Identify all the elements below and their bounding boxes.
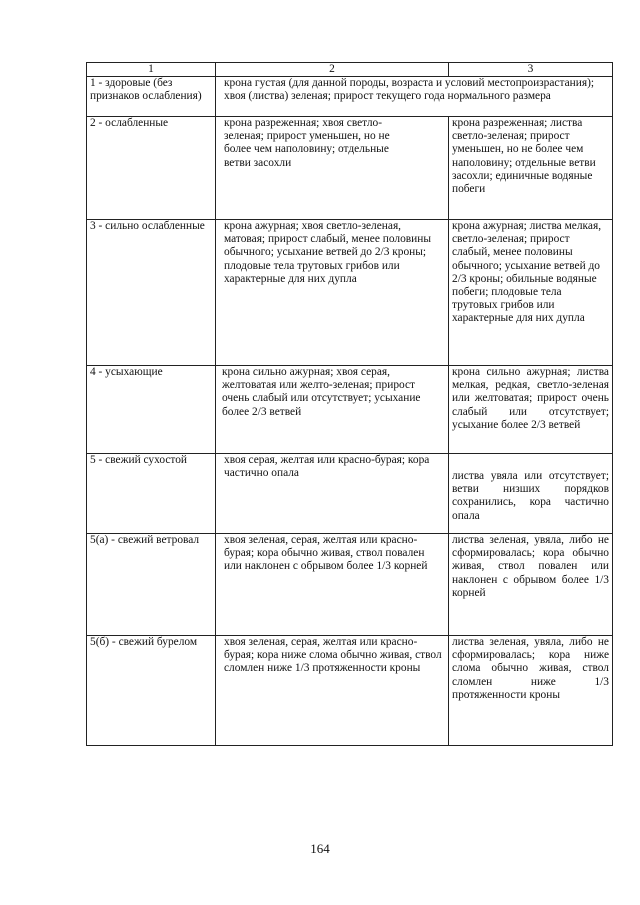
conifers-cell: крона ажурная; хвоя светло-зеленая, матовая; прирост слабый, менее половины обычного; усыхание ветвей до 2/3 кроны; плодовые тела трутовых грибов или характерные для них дупла	[216, 220, 449, 366]
category-cell: 5(а) - свежий ветровал	[87, 534, 216, 636]
description-cell-merged: крона густая (для данной породы, возраста и условий местопроизрастания); хвоя (листва) зеленая; прирост текущего года нормального размера	[216, 77, 613, 117]
deciduous-cell: листва увяла или отсутствует; ветви низших порядков сохранились, кора частично опала	[449, 454, 613, 534]
category-cell: 5 - свежий сухостой	[87, 454, 216, 534]
table-row	[87, 220, 613, 366]
table-header-row	[87, 63, 613, 77]
table-row	[87, 77, 613, 117]
column-header-2: 2	[216, 63, 449, 77]
table-row	[87, 366, 613, 454]
conifers-cell: крона сильно ажурная; хвоя серая, желтоватая или желто-зеленая; прирост очень слабый или отсутствует; усыхание более 2/3 ветвей	[216, 366, 449, 454]
category-cell: 5(б) - свежий бурелом	[87, 636, 216, 746]
category-cell: 3 - сильно ослабленные	[87, 220, 216, 366]
table-row	[87, 454, 613, 534]
conifers-cell: хвоя зеленая, серая, желтая или красно-бурая; кора ниже слома обычно живая, ствол сломлен ниже 1/3 протяженности кроны	[216, 636, 449, 746]
table-row	[87, 117, 613, 220]
deciduous-cell: крона ажурная; листва мелкая, светло-зеленая; прирост слабый, менее половины обычного; усыхание ветвей до 2/3 кроны; обильные водяные побеги; плодовые тела трутовых грибов или характерные для них дупла	[449, 220, 613, 366]
conifers-cell: хвоя зеленая, серая, желтая или красно-бурая; кора обычно живая, ствол повален или наклонен с обрывом более 1/3 корней	[216, 534, 449, 636]
table-row	[87, 534, 613, 636]
deciduous-cell: крона сильно ажурная; листва мелкая, редкая, светло-зеленая или желтоватая; прирост очень слабый или отсутствует; усыхание более 2/3 ветвей	[449, 366, 613, 454]
conifers-cell: хвоя серая, желтая или красно-бурая; кора частично опала	[216, 454, 449, 534]
deciduous-cell: крона разреженная; листва светло-зеленая; прирост уменьшен, но не более чем наполовину; отдельные ветви засохли; единичные водяные побеги	[449, 117, 613, 220]
column-header-1: 1	[87, 63, 216, 77]
table-row	[87, 636, 613, 746]
category-cell: 2 - ослабленные	[87, 117, 216, 220]
deciduous-cell: листва зеленая, увяла, либо не сформировалась; кора обычно живая, ствол повален или наклонен с обрывом более 1/3 корней	[449, 534, 613, 636]
page-number: 164	[310, 841, 330, 856]
column-header-3: 3	[449, 63, 613, 77]
category-cell: 4 - усыхающие	[87, 366, 216, 454]
conifers-cell: крона разреженная; хвоя светло-зеленая; прирост уменьшен, но не более чем наполовину; отдельные ветви засохли	[216, 117, 449, 220]
category-cell: 1 - здоровые (без признаков ослабления)	[87, 77, 216, 117]
tree-condition-table	[86, 62, 613, 746]
deciduous-cell: листва зеленая, увяла, либо не сформировалась; кора ниже слома обычно живая, ствол сломлен ниже 1/3 протяженности кроны	[449, 636, 613, 746]
